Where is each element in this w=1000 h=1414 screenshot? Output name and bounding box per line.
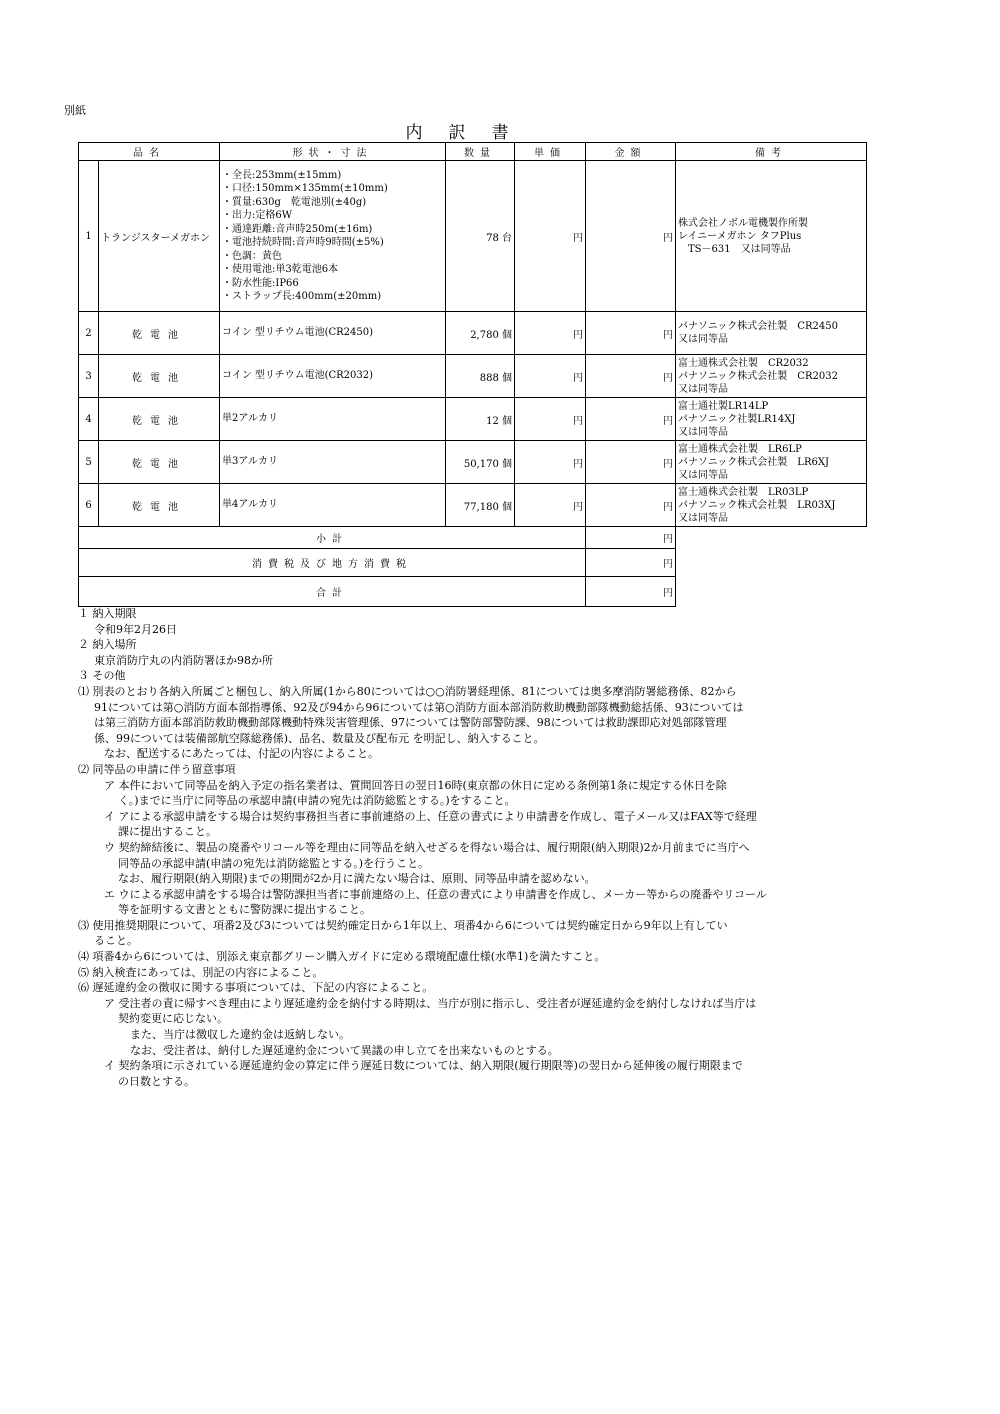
- document-title: 内訳書: [405, 123, 535, 143]
- body-paragraph: ⑹ 遅延違約金の徴収に関する事項については、下記の内容によること。: [78, 981, 434, 995]
- table-row: [79, 355, 867, 398]
- item-price: 円: [515, 161, 586, 312]
- body-paragraph: は第三消防方面本部消防救助機動部隊機動特殊災害管理係、97については警防部警防課、98については救助課即応対処部隊管理: [94, 716, 727, 730]
- item-note-line: パナソニック株式会社製 CR2450: [678, 321, 838, 332]
- item-spec: [220, 161, 446, 312]
- item-note-line: 富士通社製LR14LP: [678, 400, 769, 412]
- item-qty: 888 個: [446, 355, 515, 398]
- item-amount: 円: [586, 441, 676, 484]
- item-note: [676, 398, 867, 441]
- item-spec: [220, 398, 446, 441]
- item-note-line: パナソニック株式会社製 CR2032: [678, 370, 838, 382]
- total-row: [79, 577, 867, 607]
- tax-amount: 円: [586, 549, 676, 577]
- body-paragraph: イ 契約条項に示されている遅延違約金の算定に伴う遅延日数については、納入期限(履行期限等)の翌日から延伸後の履行期限まで: [104, 1059, 743, 1073]
- table-row: [79, 312, 867, 355]
- item-spec-line: ・使用電池:単3乾電池6本: [222, 264, 339, 275]
- item-spec-line: ・通達距離:音声時250m(±16m): [222, 223, 373, 235]
- body-paragraph: また、当庁は徴収した違約金は返納しない。: [130, 1028, 350, 1042]
- body-paragraph: 係、99については装備部航空隊総務係)、品名、数量及び配布元 を明記し、納入すること。: [94, 731, 545, 745]
- item-qty: 2,780 個: [446, 312, 515, 355]
- item-qty: 78 台: [446, 161, 515, 312]
- body-paragraph: ２ 納入場所: [78, 638, 137, 652]
- item-note-line: 富士通株式会社製 CR2032: [678, 357, 809, 369]
- body-paragraph: なお、履行期限(納入期限)までの期間が2か月に満たない場合は、原則、同等品申請を認めない。: [118, 872, 596, 886]
- item-price: 円: [515, 355, 586, 398]
- total-amount: 円: [586, 577, 676, 607]
- body-paragraph: ３ その他: [78, 669, 126, 683]
- item-spec-line: ・電池持続時間:音声時9時間(±5%): [222, 237, 384, 248]
- attachment-label: 別紙: [64, 104, 86, 117]
- item-price: 円: [515, 398, 586, 441]
- item-spec-line: コイン 型リチウム電池(CR2450): [222, 327, 374, 339]
- tax-label: 消費税及び地方消費税: [79, 549, 586, 577]
- item-amount: 円: [586, 312, 676, 355]
- table-row: [79, 441, 867, 484]
- col-header-spec: 形状・寸法: [220, 143, 446, 161]
- item-amount: 円: [586, 398, 676, 441]
- body-paragraph: ウ 契約締結後に、製品の廃番やリコール等を理由に同等品を納入せざるを得ない場合は、履行期限(納入期限)2か月前までに当庁へ: [104, 840, 750, 854]
- body-paragraph: く。)までに当庁に同等品の承認申請(申請の宛先は消防総監とする。)をすること。: [118, 794, 516, 808]
- item-qty: 50,170 個: [446, 441, 515, 484]
- terms-section: [78, 606, 878, 1089]
- item-price: 円: [515, 484, 586, 527]
- item-price: 円: [515, 312, 586, 355]
- body-paragraph: 同等品の承認申請(申請の宛先は消防総監とする。)を行うこと。: [118, 856, 430, 870]
- item-note-line: 又は同等品: [678, 512, 728, 524]
- item-note-line: 富士通株式会社製 LR6LP: [678, 443, 802, 455]
- item-spec-line: 単2アルカリ: [222, 413, 278, 425]
- row-number: 5: [79, 441, 99, 484]
- item-note-line: パナソニック社製LR14XJ: [678, 413, 796, 425]
- item-amount: 円: [586, 484, 676, 527]
- body-paragraph: の日数とする。: [118, 1074, 195, 1088]
- item-spec: [220, 441, 446, 484]
- item-qty: 12 個: [446, 398, 515, 441]
- body-paragraph: 令和9年2月26日: [94, 622, 177, 636]
- item-note-line: 富士通株式会社製 LR03LP: [678, 486, 809, 498]
- subtotal-amount: 円: [586, 527, 676, 549]
- body-paragraph: ⑵ 同等品の申請に伴う留意事項: [78, 762, 236, 776]
- item-note-line: パナソニック株式会社製 LR03XJ: [678, 499, 836, 511]
- item-spec-line: ・出力:定格6W: [222, 210, 293, 221]
- item-spec-line: ・口径:150mm×135mm(±10mm): [222, 183, 388, 194]
- item-spec-line: コイン 型リチウム電池(CR2032): [222, 370, 374, 382]
- body-paragraph: 課に提出すること。: [118, 825, 217, 839]
- item-spec-line: 単3アルカリ: [222, 456, 278, 468]
- subtotal-row: [79, 527, 867, 549]
- body-paragraph: ⑸ 納入検査にあっては、別記の内容によること。: [78, 965, 324, 979]
- item-note: [676, 484, 867, 527]
- body-paragraph: 契約変更に応じない。: [118, 1012, 228, 1026]
- item-name: トランジスターメガホン: [99, 161, 220, 312]
- body-paragraph: ア 本件において同等品を納入予定の指名業者は、質問回答日の翌日16時(東京都の休日に定める条例第1条に規定する休日を除: [104, 778, 727, 792]
- col-header-amount: 金額: [586, 143, 676, 161]
- item-spec-line: ・防水性能:IP66: [222, 277, 299, 289]
- item-spec-line: ・ストラップ長:400mm(±20mm): [222, 291, 382, 302]
- body-paragraph: １ 納入期限: [78, 607, 137, 620]
- row-number: 4: [79, 398, 99, 441]
- table-row: [79, 161, 867, 312]
- tax-row: [79, 549, 867, 577]
- item-name: 乾電池: [99, 441, 220, 484]
- item-qty: 77,180 個: [446, 484, 515, 527]
- body-paragraph: 91については第○消防方面本部指導係、92及び94から96については第○消防方面本部消防救助機動部隊機動総括係、93については: [94, 700, 744, 714]
- item-name: 乾電池: [99, 398, 220, 441]
- table-header-row: [79, 143, 867, 161]
- item-note-line: 又は同等品: [678, 383, 728, 395]
- item-note-line: パナソニック株式会社製 LR6XJ: [678, 456, 829, 468]
- body-paragraph: なお、受注者は、納付した遅延違約金について異議の申し立てを出来ないものとする。: [130, 1043, 559, 1057]
- row-number: 3: [79, 355, 99, 398]
- col-header-qty: 数量: [446, 143, 515, 161]
- total-label: 合計: [79, 577, 586, 607]
- body-paragraph: ア 受注者の責に帰すべき理由により遅延違約金を納付する時期は、当庁が別に指示し、受注者が遅延違約金を納付しなければ当庁は: [104, 996, 757, 1010]
- item-spec-line: ・全長:253mm(±15mm): [222, 169, 342, 181]
- item-name: 乾電池: [99, 484, 220, 527]
- body-paragraph: ⑷ 項番4から6については、別添え東京都グリーン購入ガイドに定める環境配慮仕様(水準1)を満たすこと。: [78, 950, 606, 964]
- item-spec: [220, 312, 446, 355]
- item-amount: 円: [586, 161, 676, 312]
- item-note: [676, 355, 867, 398]
- col-header-price: 単価: [515, 143, 586, 161]
- body-paragraph: エ ウによる承認申請をする場合は警防課担当者に事前連絡の上、任意の書式により申請書を作成し、メーカー等からの廃番やリコール: [104, 887, 767, 901]
- body-paragraph: なお、配送するにあたっては、付記の内容によること。: [104, 747, 379, 761]
- col-header-note: 備考: [676, 143, 867, 161]
- subtotal-label: 小計: [79, 527, 586, 549]
- item-spec-line: 単4アルカリ: [222, 499, 278, 511]
- item-note-line: 又は同等品: [678, 334, 728, 345]
- item-name: 乾電池: [99, 312, 220, 355]
- body-paragraph: ⑴ 別表のとおり各納入所属ごと梱包し、納入所属(1から80については○○消防署経理係、81については奥多摩消防署総務係、82から: [78, 684, 737, 698]
- item-note: [676, 312, 867, 355]
- item-note-line: 又は同等品: [678, 426, 728, 438]
- item-spec: [220, 355, 446, 398]
- item-note-line: レイニーメガホン タフPlus: [678, 230, 802, 242]
- item-price: 円: [515, 441, 586, 484]
- table-row: [79, 398, 867, 441]
- item-spec-line: ・色調：黄色: [222, 250, 282, 262]
- item-amount: 円: [586, 355, 676, 398]
- row-number: 6: [79, 484, 99, 527]
- breakdown-table: [78, 142, 867, 607]
- item-note: [676, 161, 867, 312]
- body-paragraph: 東京消防庁丸の内消防署ほか98か所: [94, 653, 273, 667]
- item-note-line: 株式会社ノボル電機製作所製: [678, 217, 808, 229]
- body-paragraph: ること。: [94, 934, 138, 948]
- item-note: [676, 441, 867, 484]
- body-paragraph: ⑶ 使用推奨期限について、項番2及び3については契約確定日から1年以上、項番4から6については契約確定日から9年以上有してい: [78, 918, 728, 932]
- item-spec: [220, 484, 446, 527]
- item-note-line: TS－631 又は同等品: [678, 243, 791, 255]
- col-header-name: 品名: [79, 143, 220, 161]
- body-paragraph: 等を証明する文書とともに警防課に提出すること。: [118, 903, 371, 917]
- item-spec-line: ・質量:630g 乾電池別(±40g): [222, 196, 367, 208]
- row-number: 1: [79, 161, 99, 312]
- item-name: 乾電池: [99, 355, 220, 398]
- item-note-line: 又は同等品: [678, 469, 728, 481]
- body-paragraph: イ アによる承認申請をする場合は契約事務担当者に事前連絡の上、任意の書式により申請書を作成し、電子メール又はFAX等で経理: [104, 809, 757, 823]
- table-row: [79, 484, 867, 527]
- row-number: 2: [79, 312, 99, 355]
